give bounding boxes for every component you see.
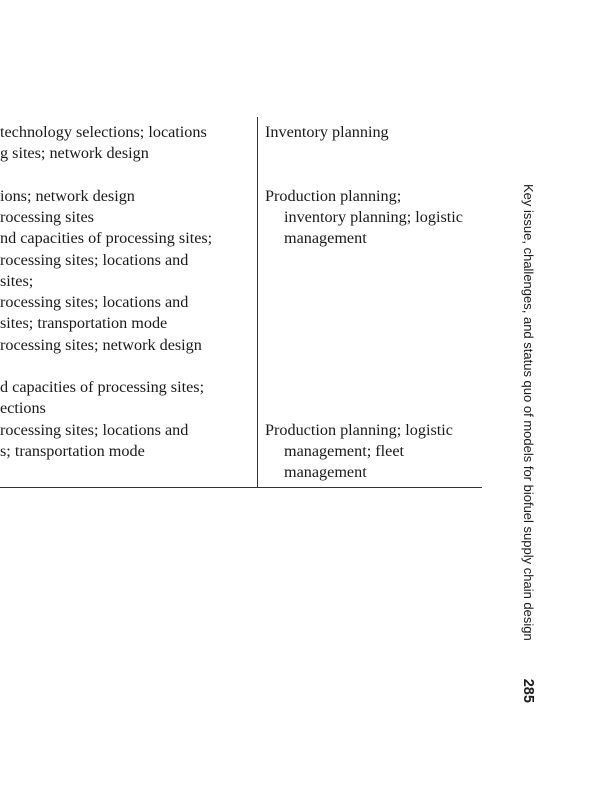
- left-cell-line: rocessing sites; locations and: [0, 421, 189, 439]
- column-divider: [257, 117, 258, 488]
- running-head-title: Key issue, challenges, and status quo of models for biofuel supply chain design: [521, 184, 536, 641]
- left-cell-line: rocessing sites; network design: [0, 336, 202, 354]
- left-cell-line: nd capacities of processing sites;: [0, 229, 213, 247]
- left-cell-line: g sites; network design: [0, 144, 149, 162]
- running-head: [520, 184, 536, 703]
- right-cell-line: management: [284, 463, 367, 481]
- left-cell-line: d capacities of processing sites;: [0, 378, 205, 396]
- page-number: 285: [520, 678, 536, 703]
- right-cell-line: management: [284, 229, 367, 247]
- left-cell-line: ections: [0, 399, 46, 417]
- right-cell-line: Production planning;: [265, 187, 402, 205]
- right-cell-line: inventory planning; logistic: [284, 208, 463, 226]
- right-cell-line: Inventory planning: [265, 123, 389, 141]
- right-cell-line: management; fleet: [284, 442, 404, 460]
- left-cell-line: rocessing sites; locations and: [0, 293, 189, 311]
- left-cell-line: s; transportation mode: [0, 442, 145, 460]
- left-cell-line: technology selections; locations: [0, 123, 207, 141]
- left-cell-line: sites; transportation mode: [0, 314, 168, 332]
- table-bottom-rule: [0, 487, 482, 488]
- left-cell-line: ions; network design: [0, 187, 135, 205]
- right-cell-line: Production planning; logistic: [265, 421, 453, 439]
- left-cell-line: sites;: [0, 272, 34, 290]
- left-cell-line: rocessing sites; locations and: [0, 251, 189, 269]
- left-cell-line: rocessing sites: [0, 208, 94, 226]
